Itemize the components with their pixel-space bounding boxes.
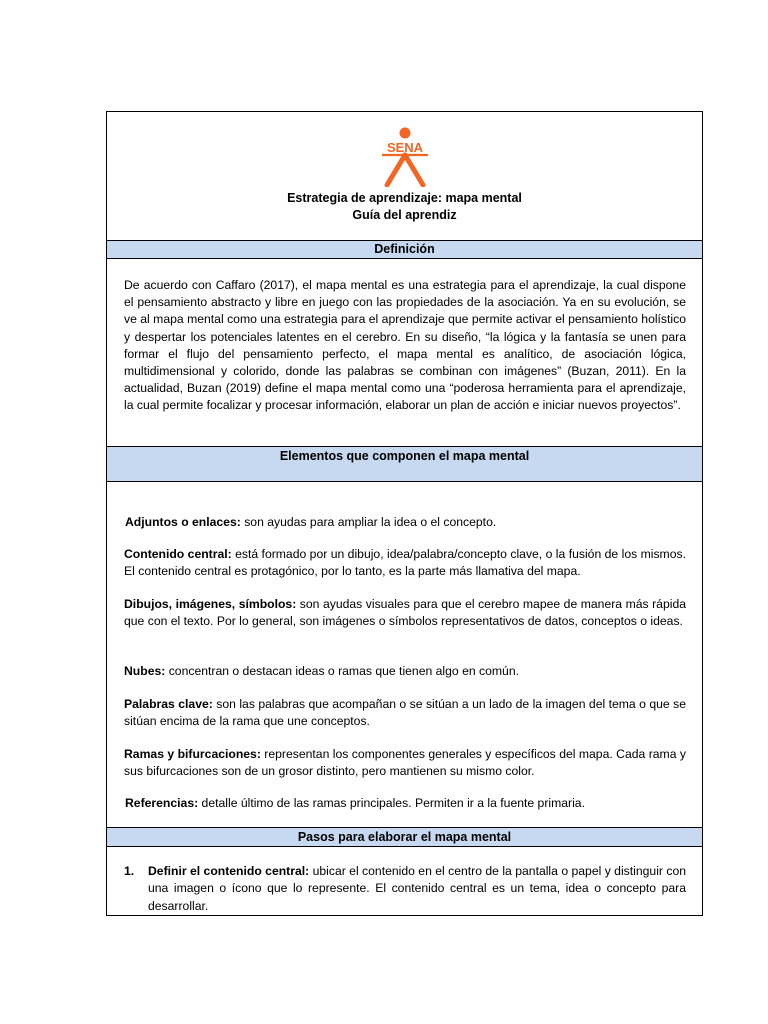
sena-logo	[379, 127, 431, 187]
element-desc: son ayudas para ampliar la idea o el concepto.	[240, 515, 497, 529]
element-item	[124, 696, 686, 731]
definition-text: De acuerdo con Caffaro (2017), el mapa mental es una estrategia para el aprendizaje, la cual dispone el pensamiento abstracto y libre en juego con las propiedades de la asociación. Ya en su evolución, se ve al mapa mental como una estrategia para el aprendizaje que permite activar el pensamiento holístico y despertar los potenciales latentes en el cerebro. En su diseño, “la lógica y la fantasía se unen para formar el flujo del pensamiento perfecto, el mapa mental es analítico, de asociación lógica, multidimensional y colorido, donde las palabras se combinan con imágenes” (Buzan, 2011). En la actualidad, Buzan (2019) define el mapa mental como una “poderosa herramienta para el aprendizaje, la cual permite focalizar y procesar información, elaborar un plan de acción e iniciar nuevos proyectos”.	[124, 278, 686, 413]
step-number: 1.	[124, 864, 135, 878]
element-desc: son ayudas visuales para que el cerebro mapee de manera más rápida que con el texto. Por lo general, son imágenes o símbolos representativos de datos, conceptos o ideas.	[124, 597, 687, 629]
element-desc: está formado por un dibujo, idea/palabra/concepto clave, o la fusión de los mismos. El contenido central es protagónico, por lo tanto, es la parte más llamativa del mapa.	[124, 547, 686, 579]
element-item	[124, 546, 686, 581]
element-term: Dibujos, imágenes, símbolos:	[124, 597, 297, 611]
definition-paragraph	[124, 277, 686, 415]
section-header-elementos-label: Elementos que componen el mapa mental	[279, 449, 530, 463]
document-page	[106, 111, 703, 916]
element-item	[124, 663, 686, 680]
document-title: Estrategia de aprendizaje: mapa mental	[287, 191, 522, 205]
document-subtitle: Guía del aprendiz	[352, 208, 457, 222]
element-item	[125, 795, 687, 812]
element-term: Palabras clave:	[124, 697, 213, 711]
element-term: Referencias:	[125, 796, 199, 810]
element-item	[124, 596, 686, 631]
element-desc: detalle último de las ramas principales. Permiten ir a la fuente primaria.	[198, 796, 585, 810]
element-desc: representan los componentes generales y específicos del mapa. Cada rama y sus bifurcaciones son de un grosor distinto, pero mantienen su mismo color.	[124, 747, 686, 779]
element-item	[124, 746, 686, 781]
section-header-elementos	[107, 446, 702, 482]
sena-logo-text: SENA	[386, 140, 424, 155]
section-header-pasos: Pasos para elaborar el mapa mental	[107, 827, 702, 847]
step-term: Definir el contenido central:	[148, 864, 310, 878]
section-header-definicion: Definición	[107, 240, 702, 259]
element-item	[125, 514, 687, 531]
element-desc: concentran o destacan ideas o ramas que tienen algo en común.	[165, 664, 519, 678]
element-term: Ramas y bifurcaciones:	[124, 747, 261, 761]
element-term: Nubes:	[124, 664, 166, 678]
element-term: Adjuntos o enlaces:	[125, 515, 241, 529]
element-desc: son las palabras que acompañan o se sitúan a un lado de la imagen del tema o que se sitúan encima de la rama que une conceptos.	[124, 697, 686, 729]
step-desc: ubicar el contenido en el centro de la pantalla o papel y distinguir con una imagen o ícono que lo represente. El contenido central es un tema, idea o concepto para desarrollar.	[148, 864, 686, 913]
step-item	[124, 863, 686, 915]
element-term: Contenido central:	[124, 547, 232, 561]
